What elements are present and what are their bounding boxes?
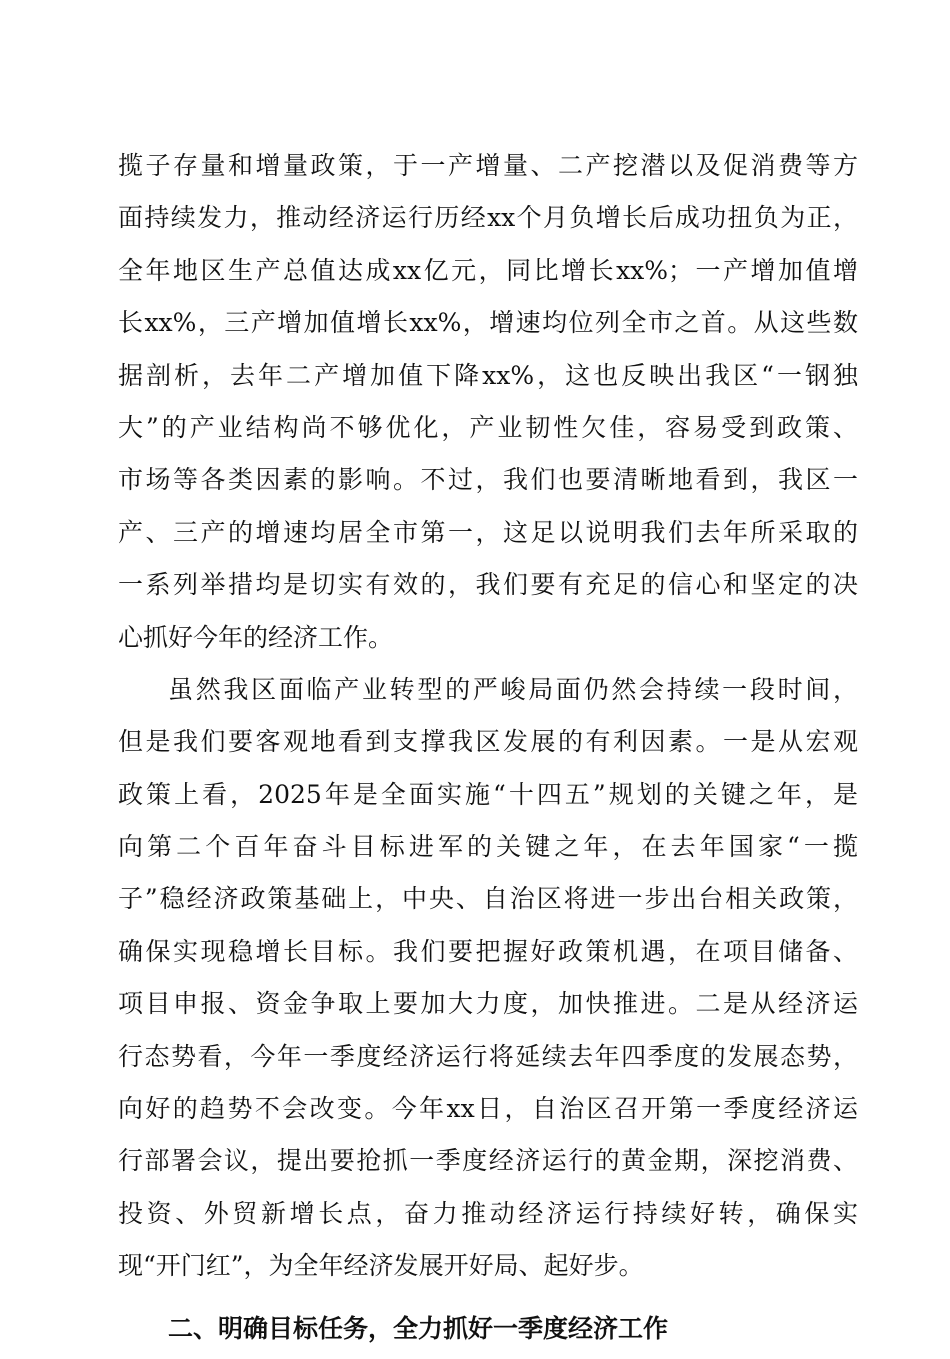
text-line: 行部署会议，提出要抢抓一季度经济运行的黄金期，深挖消费、 [118, 1146, 858, 1176]
text-line: 政策上看，2025年是全面实施“十四五”规划的关键之年，是 [118, 779, 858, 809]
text-line: 但是我们要客观地看到支撑我区发展的有利因素。一是从宏观 [118, 727, 858, 757]
text-line: 向好的趋势不会改变。今年xx日，自治区召开第一季度经济运 [118, 1094, 858, 1124]
text-line: 揽子存量和增量政策，于一产增量、二产挖潜以及促消费等方 [118, 151, 858, 180]
text-line: 据剖析，去年二产增加值下降xx%，这也反映出我区“一钢独 [118, 360, 858, 390]
text-line: 确保实现稳增长目标。我们要把握好政策机遇，在项目储备、 [118, 936, 858, 966]
text-line: 产、三产的增速均居全市第一，这足以说明我们去年所采取的 [118, 517, 858, 547]
text-line: 子”稳经济政策基础上，中央、自治区将进一步出台相关政策， [118, 884, 858, 914]
text-line: 行态势看，今年一季度经济运行将延续去年四季度的发展态势， [118, 1041, 858, 1071]
text-line: 项目申报、资金争取上要加大力度，加快推进。二是从经济运 [118, 989, 858, 1019]
text-line: 虽然我区面临产业转型的严峻局面仍然会持续一段时间， [168, 674, 858, 704]
text-line: 长xx%，三产增加值增长xx%，增速均位列全市之首。从这些数 [118, 308, 858, 338]
text-line: 一系列举措均是切实有效的，我们要有充足的信心和坚定的决 [118, 570, 858, 600]
paragraph-economic-review [118, 140, 858, 664]
text-line: 市场等各类因素的影响。不过，我们也要清晰地看到，我区一 [118, 465, 858, 495]
section-heading: 二、明确目标任务，全力抓好一季度经济工作 [168, 1313, 669, 1343]
text-line: 现“开门红”，为全年经济发展开好局、起好步。 [118, 1251, 644, 1281]
text-line: 大”的产业结构尚不够优化，产业韧性欠佳，容易受到政策、 [118, 412, 858, 442]
text-line: 全年地区生产总值达成xx亿元，同比增长xx%；一产增加值增 [118, 255, 858, 285]
paragraph-favorable-factors [118, 664, 858, 1293]
text-line: 面持续发力，推动经济运行历经xx个月负增长后成功扭负为正， [118, 203, 858, 233]
text-line: 心抓好今年的经济工作。 [118, 622, 394, 652]
text-line: 向第二个百年奋斗目标进军的关键之年，在去年国家“一揽 [118, 832, 858, 862]
text-line: 投资、外贸新增长点，奋力推动经济运行持续好转，确保实 [118, 1198, 858, 1228]
document-body [118, 140, 858, 1359]
